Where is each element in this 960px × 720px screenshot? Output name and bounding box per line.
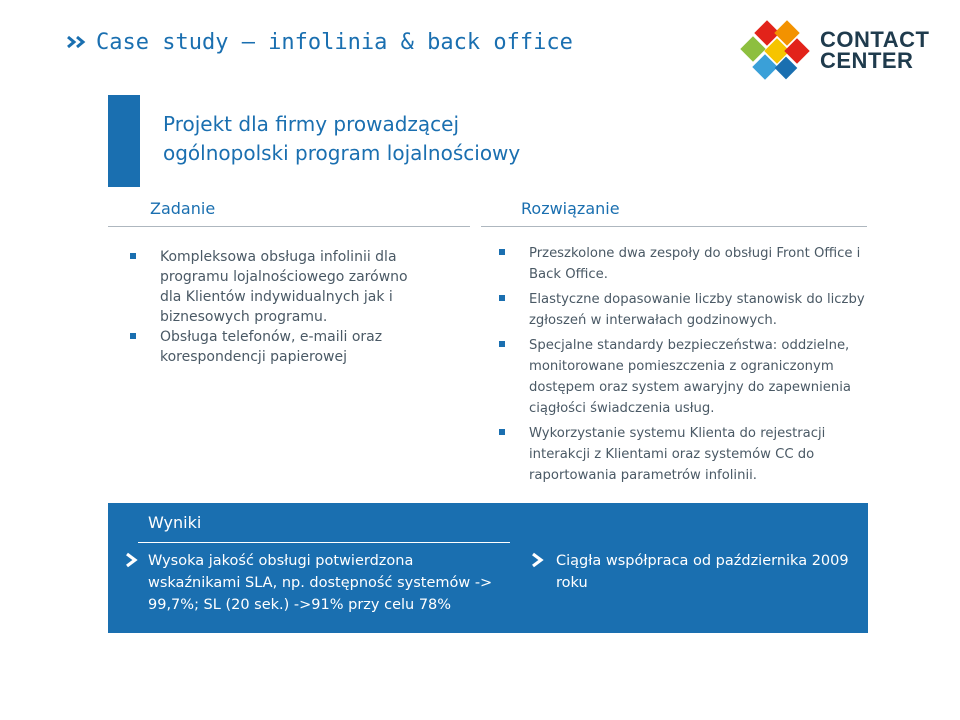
logo-mark-icon [738,20,812,80]
chevron-right-icon [530,552,546,572]
project-line-2: ogólnopolski program lojalnościowy [163,141,521,165]
project-line-1: Projekt dla firmy prowadzącej [163,112,460,136]
list-item [499,243,879,285]
logo-line-1: CONTACT [820,27,930,52]
square-bullet-icon [499,295,505,301]
results-divider [138,542,510,543]
page-title: Case study – infolinia & back office [96,29,573,55]
task-divider [108,226,470,227]
list-item [130,327,430,367]
solution-list [499,243,879,490]
project-title [163,110,623,168]
chevron-right-icon [124,552,140,572]
double-chevron-icon [66,34,88,50]
square-bullet-icon [499,249,505,255]
task-item-text: Kompleksowa obsługa infolinii dla programu lojalnościowego zarówno dla Klientów indywidualnych jak i biznesowych programu. [160,249,408,325]
solution-item-text: Wykorzystanie systemu Klienta do rejestracji interakcji z Klientami oraz systemów CC do raportowania parametrów infolinii. [529,426,826,483]
page-header [66,26,573,58]
list-item [499,289,879,331]
solution-heading: Rozwiązanie [521,199,620,218]
list-item [499,335,879,419]
result-item: Ciągła współpraca od października 2009 roku [556,553,849,591]
solution-item-text: Przeszkolone dwa zespoły do obsługi Front Office i Back Office. [529,246,861,282]
square-bullet-icon [499,429,505,435]
task-list [130,247,430,367]
list-item [499,423,879,486]
square-bullet-icon [130,333,136,339]
project-accent-bar [108,95,140,187]
results-heading: Wyniki [148,513,202,532]
task-item-text: Obsługa telefonów, e-maili oraz korespondencji papierowej [160,329,383,365]
contact-center-logo [738,20,938,80]
task-heading: Zadanie [150,199,216,218]
logo-line-2: CENTER [820,48,914,73]
list-item [130,247,430,327]
square-bullet-icon [130,253,136,259]
solution-divider [481,226,867,227]
solution-item-text: Elastyczne dopasowanie liczby stanowisk do liczby zgłoszeń w interwałach godzinowych. [529,292,865,328]
solution-item-text: Specjalne standardy bezpieczeństwa: oddzielne, monitorowane pomieszczenia z ograniczonym dostępem oraz system awaryjny do zapewnienia ciągłości świadczenia usług. [529,338,852,416]
result-item: Wysoka jakość obsługi potwierdzona wskaźnikami SLA, np. dostępność systemów -> 99,7%; SL (20 sek.) ->91% przy celu 78% [148,553,493,613]
square-bullet-icon [499,341,505,347]
